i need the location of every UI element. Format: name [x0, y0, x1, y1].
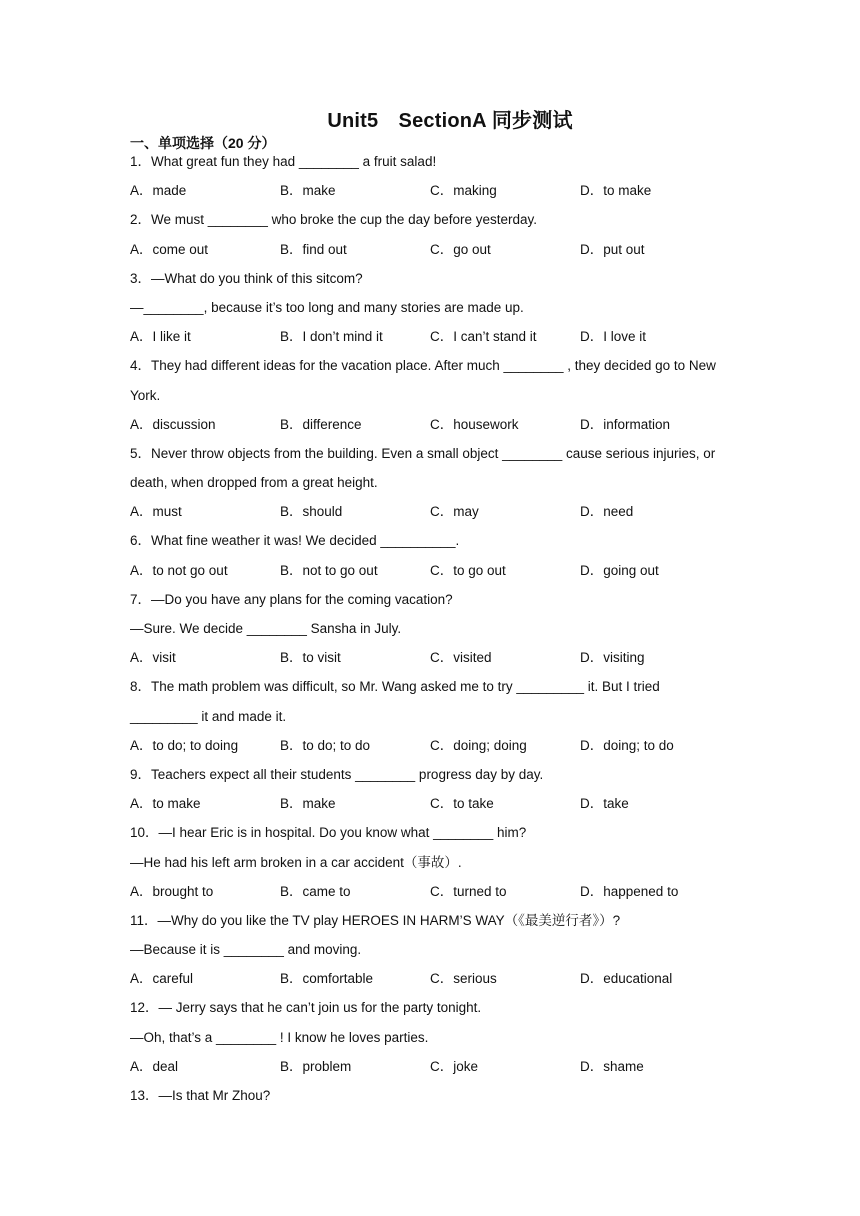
options-row — [130, 322, 740, 351]
question-item — [130, 439, 740, 527]
answer-option: C．go out — [430, 241, 491, 257]
question-stem: 10．—I hear Eric is in hospital. Do you know what ________ him? — [130, 825, 527, 841]
answer-option: A．made — [130, 183, 187, 199]
question-item — [130, 147, 740, 205]
answer-option: A．visit — [130, 650, 176, 666]
question-stem: 2．We must ________ who broke the cup the day before yesterday. — [130, 212, 537, 228]
answer-option: B．to visit — [280, 650, 341, 666]
question-stem: 11．—Why do you like the TV play HEROES IN HARM’S WAY（《最美逆行者》）? — [130, 912, 621, 928]
answer-option: C．to go out — [430, 562, 506, 578]
question-item — [130, 264, 740, 352]
answer-option: D．take — [580, 796, 629, 812]
question-stem: 6．What fine weather it was! We decided __________. — [130, 533, 460, 549]
options-row — [130, 877, 740, 906]
options-row — [130, 643, 740, 672]
question-line: —Oh, that’s a ________ ! I know he loves parties. — [130, 1029, 429, 1045]
page-title: Unit5 SectionA 同步测试 — [327, 110, 573, 132]
question-stem: 5．Never throw objects from the building. Even a small object ________ cause serious injuries, or — [130, 445, 716, 461]
question-stem: 9．Teachers expect all their students ________ progress day by day. — [130, 766, 544, 782]
answer-option: D．educational — [580, 971, 673, 987]
question-line: York. — [130, 387, 161, 403]
answer-option: C．visited — [430, 650, 492, 666]
question-line: —Sure. We decide ________ Sansha in July. — [130, 621, 402, 636]
answer-option: C．I can’t stand it — [430, 329, 537, 345]
options-row — [130, 497, 740, 526]
answer-option: A．come out — [130, 241, 209, 257]
question-item — [130, 672, 740, 760]
question-line: —He had his left arm broken in a car accident（事故）. — [130, 854, 462, 870]
question-stem: 7．—Do you have any plans for the coming vacation? — [130, 591, 453, 607]
answer-option: D．doing; to do — [580, 737, 674, 753]
options-row — [130, 1052, 740, 1081]
answer-option: B．make — [280, 796, 336, 812]
question-line: death, when dropped from a great height. — [130, 475, 378, 491]
question-stem: 13．—Is that Mr Zhou? — [130, 1088, 271, 1103]
answer-option: D．need — [580, 504, 634, 520]
question-item — [130, 351, 740, 439]
answer-option: C．may — [430, 504, 479, 520]
answer-option: B．came to — [280, 883, 351, 899]
question-stem: 8．The math problem was difficult, so Mr. Wang asked me to try _________ it. But I tried — [130, 679, 660, 695]
options-row — [130, 964, 740, 993]
answer-option: D．information — [580, 416, 671, 432]
answer-option: B．make — [280, 183, 336, 199]
answer-option: B．comfortable — [280, 971, 374, 987]
question-item — [130, 818, 740, 906]
section-heading: 一、单项选择（20 分） — [130, 135, 276, 151]
answer-option: B．I don’t mind it — [280, 329, 383, 345]
answer-option: D．to make — [580, 183, 652, 199]
question-stem: 4．They had different ideas for the vacation place. After much ________ , they decided go to New — [130, 358, 716, 374]
answer-option: C．joke — [430, 1058, 479, 1074]
question-item — [130, 760, 740, 818]
answer-option: A．discussion — [130, 416, 216, 432]
answer-option: D．I love it — [580, 329, 647, 345]
question-stem: 1．What great fun they had ________ a fruit salad! — [130, 154, 437, 169]
answer-option: B．to do; to do — [280, 737, 371, 753]
answer-option: B．should — [280, 504, 343, 520]
answer-option: D．put out — [580, 241, 645, 257]
options-row — [130, 410, 740, 439]
answer-option: C．housework — [430, 416, 519, 432]
answer-option: C．turned to — [430, 883, 507, 899]
answer-option: D．visiting — [580, 650, 645, 666]
answer-option: C．making — [430, 183, 497, 199]
options-row — [130, 789, 740, 818]
options-row — [130, 235, 740, 264]
answer-option: A．deal — [130, 1058, 179, 1074]
answer-option: A．I like it — [130, 329, 191, 345]
answer-option: B．not to go out — [280, 562, 378, 578]
answer-option: A．to do; to doing — [130, 737, 239, 753]
answer-option: A．brought to — [130, 883, 214, 899]
answer-option: D．going out — [580, 562, 659, 578]
answer-option: B．find out — [280, 241, 347, 257]
question-item — [130, 205, 740, 263]
question-item — [130, 1081, 740, 1110]
question-list — [130, 147, 740, 1110]
answer-option: D．shame — [580, 1058, 644, 1074]
answer-option: A．must — [130, 504, 182, 520]
answer-option: B．difference — [280, 416, 362, 432]
answer-option: A．to not go out — [130, 562, 228, 578]
question-stem: 3．—What do you think of this sitcom? — [130, 270, 363, 286]
question-stem: 12．— Jerry says that he can’t join us for the party tonight. — [130, 1000, 482, 1016]
question-item — [130, 906, 740, 994]
question-item — [130, 585, 740, 673]
answer-option: A．careful — [130, 971, 194, 987]
answer-option: C．doing; doing — [430, 737, 527, 753]
options-row — [130, 731, 740, 760]
answer-option: A．to make — [130, 796, 201, 812]
answer-option: B．problem — [280, 1058, 352, 1074]
question-line: —________, because it’s too long and many stories are made up. — [130, 299, 524, 315]
answer-option: D．happened to — [580, 883, 679, 899]
question-line: —Because it is ________ and moving. — [130, 942, 362, 958]
answer-option: C．serious — [430, 971, 497, 987]
answer-option: C．to take — [430, 796, 494, 812]
question-line: _________ it and made it. — [130, 708, 287, 724]
question-item — [130, 993, 740, 1081]
options-row — [130, 556, 740, 585]
question-item — [130, 526, 740, 584]
options-row — [130, 176, 740, 205]
